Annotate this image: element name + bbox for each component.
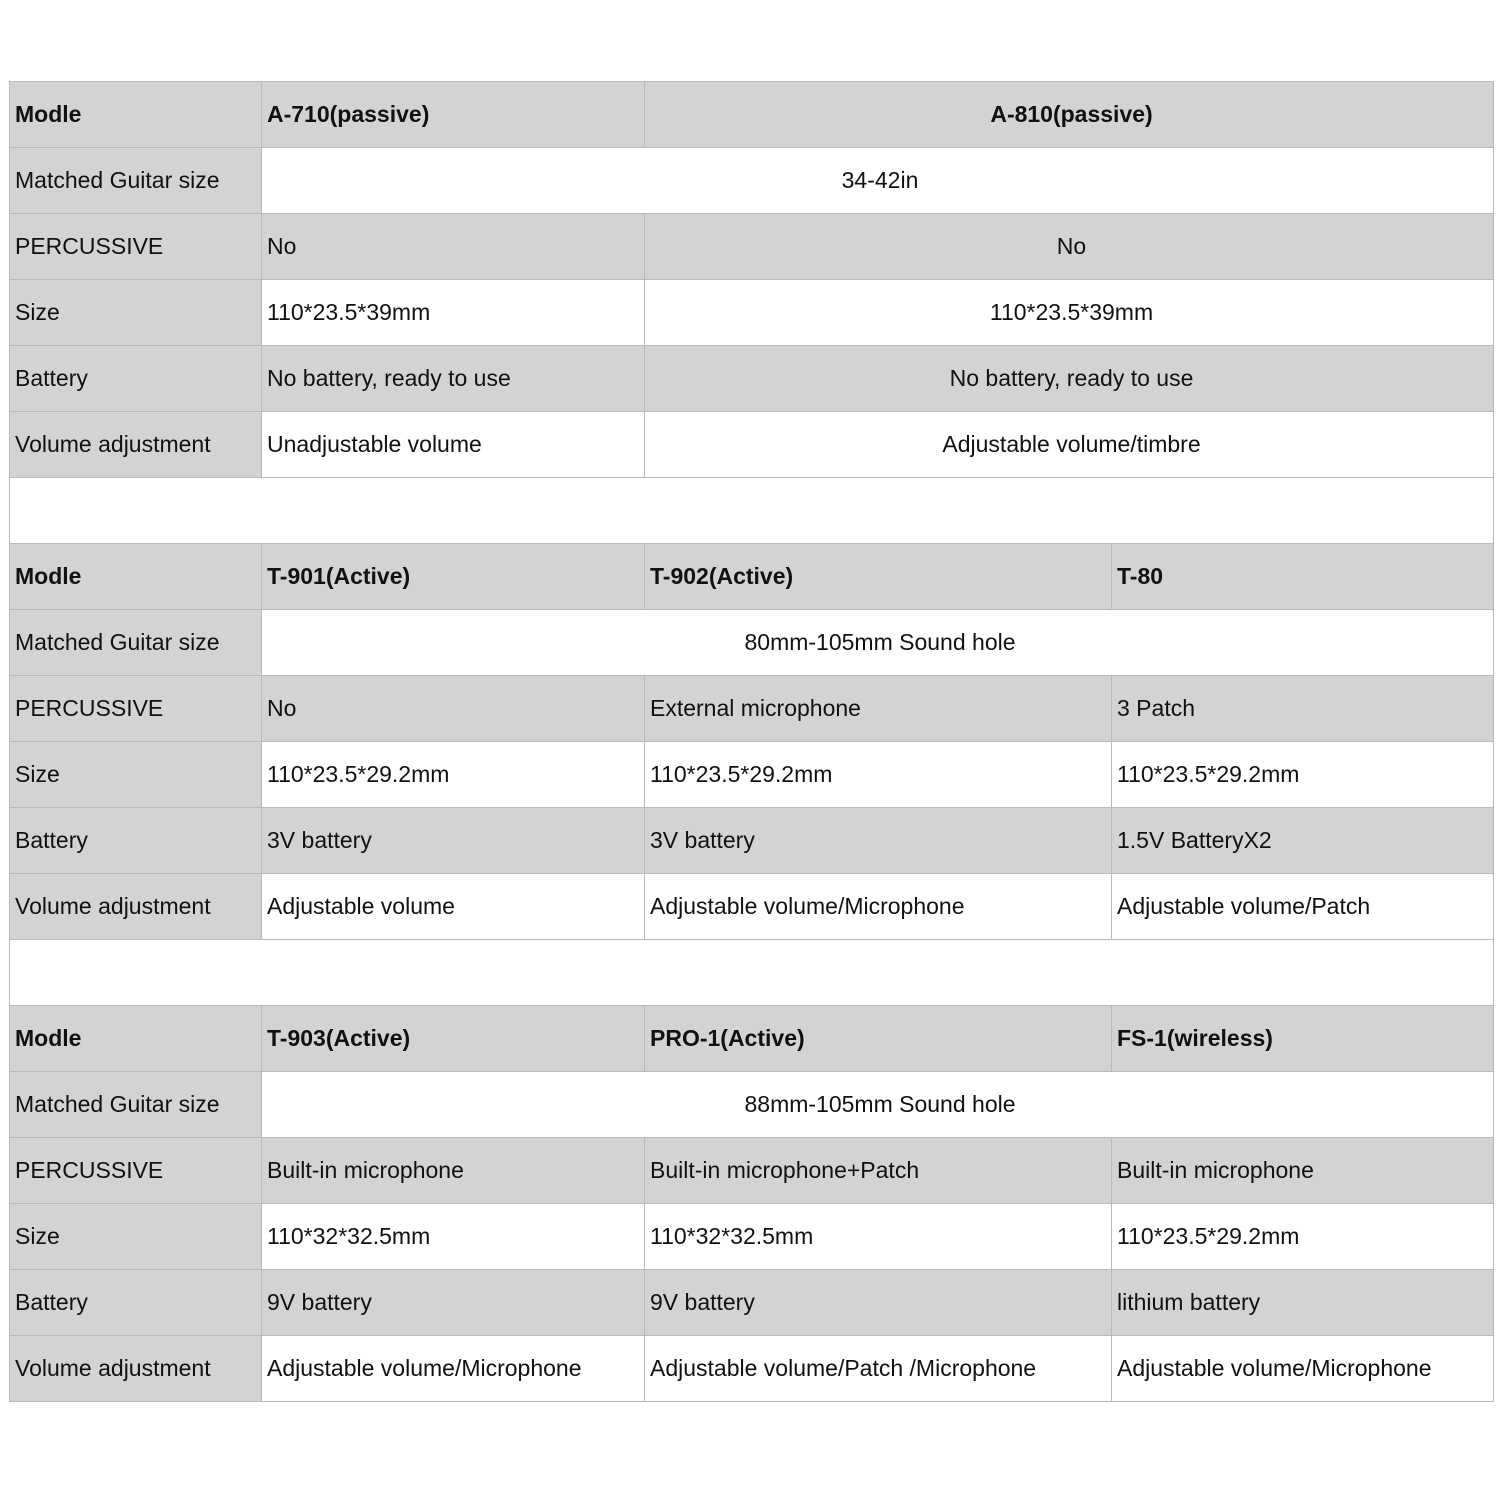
cell-value: lithium battery bbox=[1112, 1270, 1494, 1336]
cell-value: Adjustable volume/Microphone bbox=[645, 874, 1112, 940]
cell-value: Built-in microphone+Patch bbox=[645, 1138, 1112, 1204]
cell-value: No bbox=[262, 214, 645, 280]
cell-value: Adjustable volume/timbre bbox=[645, 412, 1494, 478]
cell-value: 110*32*32.5mm bbox=[262, 1204, 645, 1270]
row-label: Volume adjustment bbox=[10, 874, 262, 940]
cell-value: Adjustable volume/Microphone bbox=[262, 1336, 645, 1402]
cell-value: 110*23.5*29.2mm bbox=[645, 742, 1112, 808]
table-row bbox=[10, 544, 1494, 610]
spacer-cell bbox=[10, 940, 1494, 1006]
row-label: Size bbox=[10, 1204, 262, 1270]
table-row bbox=[10, 676, 1494, 742]
table-row bbox=[10, 808, 1494, 874]
spacer-row bbox=[10, 940, 1494, 1006]
cell-value: 110*32*32.5mm bbox=[645, 1204, 1112, 1270]
cell-value: 88mm-105mm Sound hole bbox=[262, 1072, 1494, 1138]
cell-value: Adjustable volume/Microphone bbox=[1112, 1336, 1494, 1402]
cell-value: No battery, ready to use bbox=[645, 346, 1494, 412]
cell-value: 110*23.5*39mm bbox=[645, 280, 1494, 346]
model-name: A-710(passive) bbox=[262, 82, 645, 148]
cell-value: Adjustable volume bbox=[262, 874, 645, 940]
cell-value: Built-in microphone bbox=[262, 1138, 645, 1204]
cell-value: 1.5V BatteryX2 bbox=[1112, 808, 1494, 874]
table-row bbox=[10, 214, 1494, 280]
cell-value: Adjustable volume/Patch bbox=[1112, 874, 1494, 940]
table-row bbox=[10, 1204, 1494, 1270]
model-name: FS-1(wireless) bbox=[1112, 1006, 1494, 1072]
cell-value: 9V battery bbox=[645, 1270, 1112, 1336]
cell-value: 34-42in bbox=[262, 148, 1494, 214]
cell-value: 110*23.5*29.2mm bbox=[1112, 742, 1494, 808]
row-label: Matched Guitar size bbox=[10, 610, 262, 676]
cell-value: No bbox=[645, 214, 1494, 280]
cell-value: No bbox=[262, 676, 645, 742]
row-label: Modle bbox=[10, 82, 262, 148]
cell-value: 3V battery bbox=[262, 808, 645, 874]
cell-value: 3V battery bbox=[645, 808, 1112, 874]
cell-value: No battery, ready to use bbox=[262, 346, 645, 412]
table-row bbox=[10, 280, 1494, 346]
spacer-row bbox=[10, 478, 1494, 544]
row-label: Volume adjustment bbox=[10, 1336, 262, 1402]
cell-value: 3 Patch bbox=[1112, 676, 1494, 742]
model-name: A-810(passive) bbox=[645, 82, 1494, 148]
cell-value: 9V battery bbox=[262, 1270, 645, 1336]
table-row bbox=[10, 610, 1494, 676]
table-row bbox=[10, 1270, 1494, 1336]
row-label: Matched Guitar size bbox=[10, 1072, 262, 1138]
row-label: Size bbox=[10, 280, 262, 346]
cell-value: 80mm-105mm Sound hole bbox=[262, 610, 1494, 676]
row-label: Battery bbox=[10, 346, 262, 412]
table-row bbox=[10, 1336, 1494, 1402]
model-name: PRO-1(Active) bbox=[645, 1006, 1112, 1072]
cell-value: Adjustable volume/Patch /Microphone bbox=[645, 1336, 1112, 1402]
row-label: Modle bbox=[10, 544, 262, 610]
row-label: Battery bbox=[10, 1270, 262, 1336]
row-label: PERCUSSIVE bbox=[10, 214, 262, 280]
model-name: T-902(Active) bbox=[645, 544, 1112, 610]
model-name: T-903(Active) bbox=[262, 1006, 645, 1072]
cell-value: 110*23.5*39mm bbox=[262, 280, 645, 346]
row-label: Battery bbox=[10, 808, 262, 874]
model-name: T-80 bbox=[1112, 544, 1494, 610]
spec-table bbox=[9, 81, 1494, 1402]
table-row bbox=[10, 874, 1494, 940]
row-label: Volume adjustment bbox=[10, 412, 262, 478]
row-label: PERCUSSIVE bbox=[10, 1138, 262, 1204]
cell-value: 110*23.5*29.2mm bbox=[1112, 1204, 1494, 1270]
table-row bbox=[10, 346, 1494, 412]
row-label: Modle bbox=[10, 1006, 262, 1072]
row-label: Size bbox=[10, 742, 262, 808]
table-row bbox=[10, 1138, 1494, 1204]
table-row bbox=[10, 742, 1494, 808]
cell-value: External microphone bbox=[645, 676, 1112, 742]
table-row bbox=[10, 82, 1494, 148]
table-row bbox=[10, 1072, 1494, 1138]
spacer-cell bbox=[10, 478, 1494, 544]
model-name: T-901(Active) bbox=[262, 544, 645, 610]
spec-sheet bbox=[9, 81, 1493, 1402]
table-row bbox=[10, 412, 1494, 478]
cell-value: 110*23.5*29.2mm bbox=[262, 742, 645, 808]
table-row bbox=[10, 1006, 1494, 1072]
table-row bbox=[10, 148, 1494, 214]
row-label: Matched Guitar size bbox=[10, 148, 262, 214]
row-label: PERCUSSIVE bbox=[10, 676, 262, 742]
cell-value: Unadjustable volume bbox=[262, 412, 645, 478]
cell-value: Built-in microphone bbox=[1112, 1138, 1494, 1204]
